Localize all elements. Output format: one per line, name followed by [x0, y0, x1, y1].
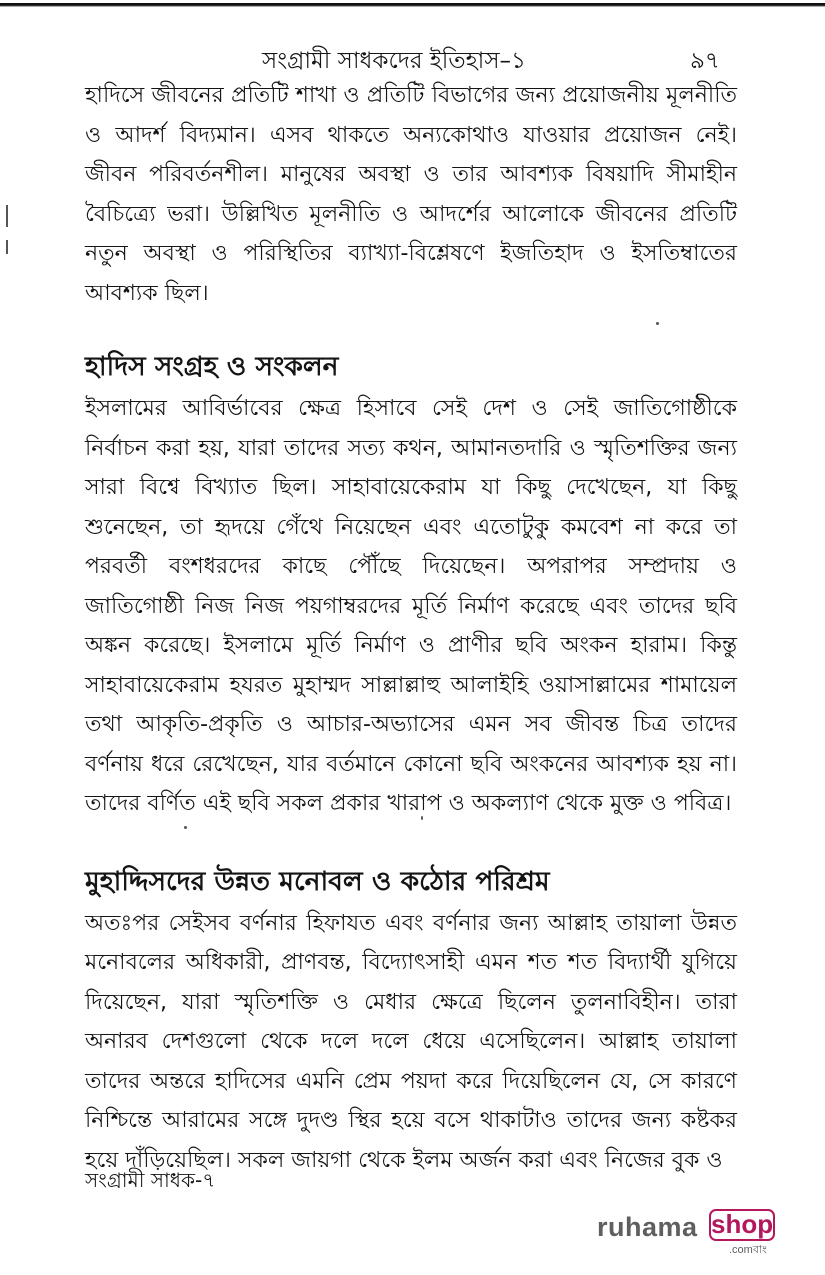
page-body	[85, 76, 737, 1180]
watermark-domain-text: .comবাং	[729, 1244, 767, 1256]
paragraph-3: অতঃপর সেইসব বর্ণনার হিফাযত এবং বর্ণনার জন্য আল্লাহ তায়ালা উন্নত মনোবলের অধিকারী, প্রাণবন্ত, বিদ্যোৎসাহী এমন শত শত বিদ্যার্থী যুগিয়ে দিয়েছেন, যারা স্মৃতিশক্তি ও মেধার ক্ষেত্রে ছিলেন তুলনাবিহীন। তারা অনারব দেশগুলো থেকে দলে দলে ধেয়ে এসেছিলেন। আল্লাহ তায়ালা তাদের অন্তরে হাদিসের এমনি প্রেম পয়দা করে দিয়েছিলেন যে, সে কারণে নিশ্চিন্তে আরামের সঙ্গে দুদণ্ড স্থির হয়ে বসে থাকাটাও তাদের জন্য কষ্টকর হয়ে দাঁড়িয়েছিল। সকল জায়গা থেকে ইলম অর্জন করা এবং নিজের বুক ও	[85, 910, 737, 1173]
page-number: ৯৭	[690, 48, 720, 74]
footer-signature: সংগ্রামী সাধক-৭	[85, 1168, 216, 1192]
watermark-shop-box	[709, 1209, 775, 1241]
running-title: সংগ্রামী সাধকদের ইতিহাস–১	[262, 48, 526, 74]
ruhamashop-watermark-logo	[597, 1206, 777, 1258]
watermark-shop-text: shop	[711, 1209, 774, 1239]
top-border-rule	[0, 3, 825, 7]
paragraph-1: হাদিসে জীবনের প্রতিটি শাখা ও প্রতিটি বিভাগের জন্য প্রয়োজনীয় মূলনীতি ও আদর্শ বিদ্যমান। এসব থাকতে অন্যকোথাও যাওয়ার প্রয়োজন নেই। জীবন পরিবর্তনশীল। মানুষের অবস্থা ও তার আবশ্যক বিষয়াদি সীমাহীন বৈচিত্র্যে ভরা। উল্লিখিত মূলনীতি ও আদর্শের আলোকে জীবনের প্রতিটি নতুন অবস্থা ও পরিস্থিতির ব্যাখ্যা-বিশ্লেষণে ইজতিহাদ ও ইসতিম্বাতের আবশ্যক ছিল।	[85, 83, 737, 306]
section-heading-hadith-collection: হাদিস সংগ্রহ ও সংকলন	[85, 351, 339, 382]
watermark-ruhama-text: ruhama	[597, 1212, 698, 1242]
paragraph-2: ইসলামের আবির্ভাবের ক্ষেত্র হিসাবে সেই দেশ ও সেই জাতিগোষ্ঠীকে নির্বাচন করা হয়, যারা তাদের সত্য কথন, আমানতদারি ও স্মৃতিশক্তির জন্য সারা বিশ্বে বিখ্যাত ছিল। সাহাবায়েকেরাম যা কিছু দেখেছেন, যা কিছু শুনেছেন, তা হৃদয়ে গেঁথে নিয়েছেন এবং এতোটুকু কমবেশ না করে তা পরবর্তী বংশধরদের কাছে পৌঁছে দিয়েছেন। অপরাপর সম্প্রদায় ও জাতিগোষ্ঠী নিজ নিজ পয়গাম্বরদের মূর্তি নির্মাণ করেছে এবং তাদের ছবি অঙ্কন করেছে। ইসলামে মূর্তি নির্মাণ ও প্রাণীর ছবি অংকন হারাম। কিন্তু সাহাবায়েকেরাম হযরত মুহাম্মদ সাল্লাল্লাহু আলাইহি ওয়াসাল্লামের শামায়েল তথা আকৃতি-প্রকৃতি ও আচার-অভ্যাসের এমন সব জীবন্ত চিত্র তাদের বর্ণনায় ধরে রেখেছেন, যার বর্তমানে কোনো ছবি অংকনের আবশ্যক হয় না। তাদের বর্ণিত এই ছবি সকল প্রকার খারাপ ও অকল্যাণ থেকে মুক্ত ও পবিত্র।	[85, 396, 737, 816]
section-heading-muhaddith-diligence: মুহাদ্দিসদের উন্নত মনোবল ও কঠোর পরিশ্রম	[85, 865, 550, 897]
scan-edge-mark	[6, 205, 8, 227]
scan-edge-mark	[6, 240, 8, 254]
running-header	[0, 38, 825, 78]
